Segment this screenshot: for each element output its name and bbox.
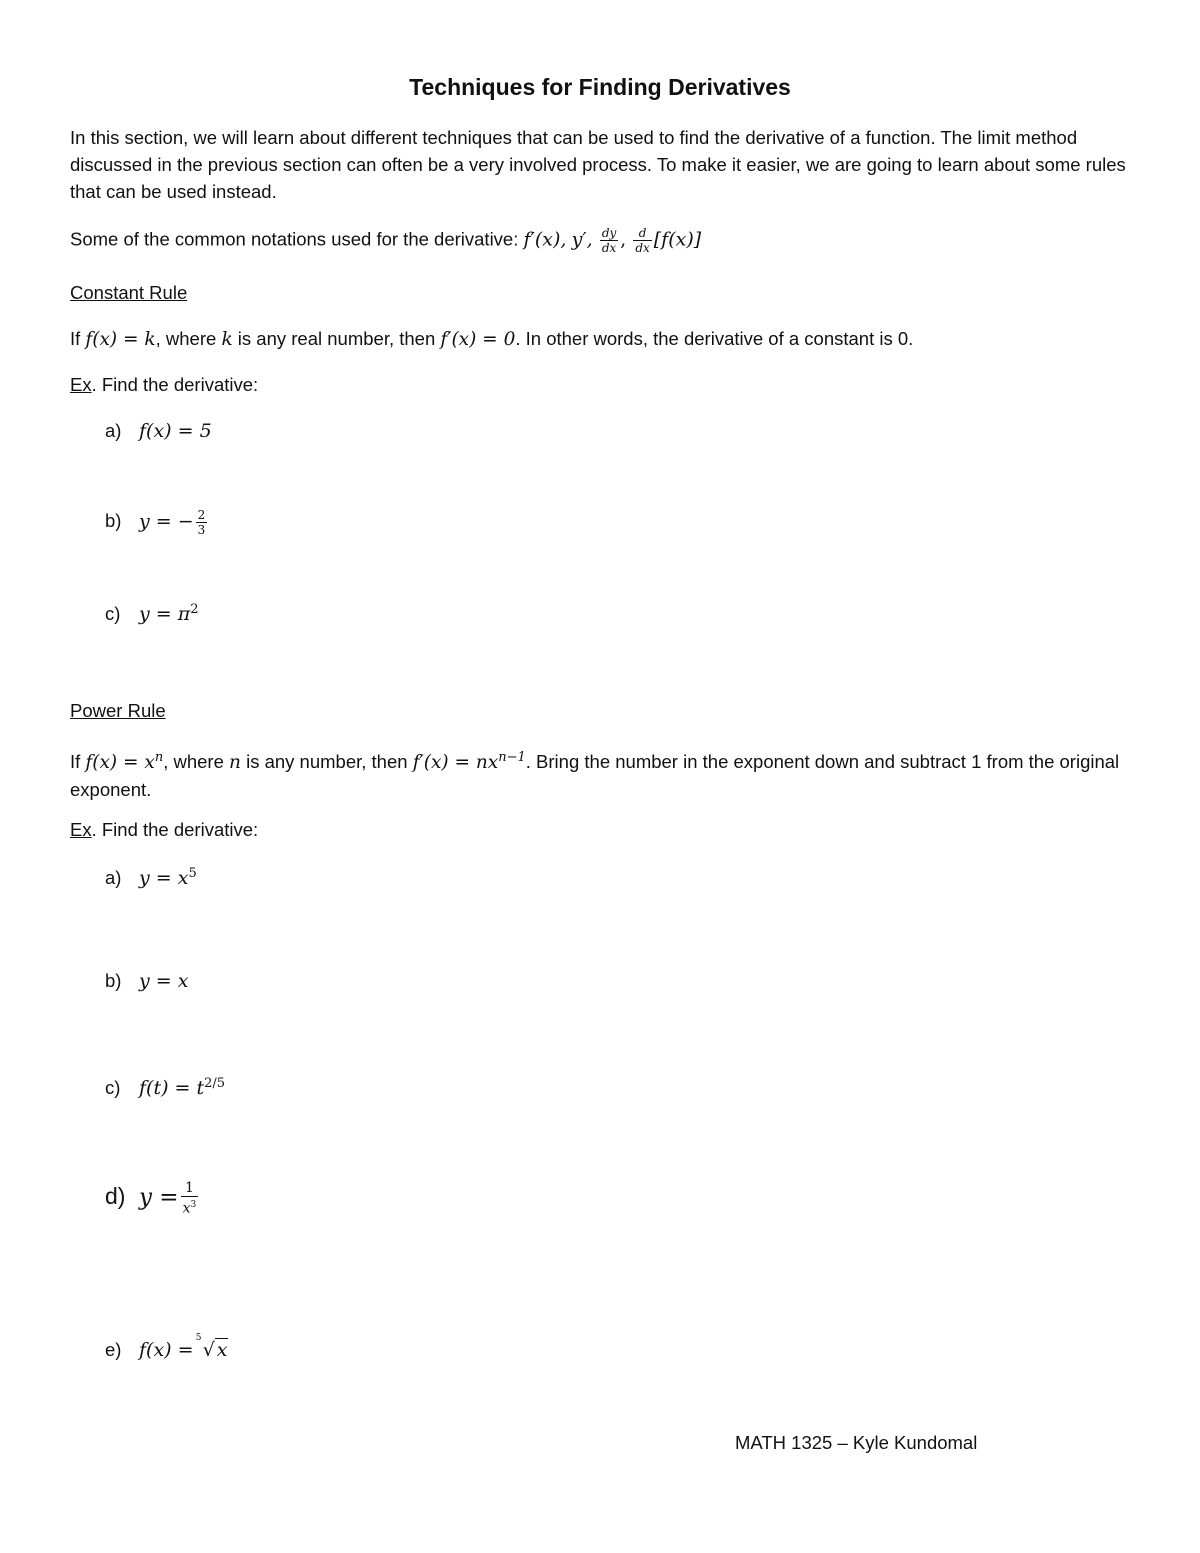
constant-rule-statement: If f(x) = k, where k is any real number, then f′(x) = 0. In other words, the derivative of a constant is 0.: [70, 328, 914, 350]
power-item-e: e) f(x) = 5 √ x: [105, 1333, 228, 1361]
intro-paragraph: In this section, we will learn about different techniques that can be used to find the derivative of a function. The limit method discussed in the previous section can often be a very involved process. To make it easier, we are going to learn about some rules that can be used instead.: [70, 127, 1126, 202]
power-item-b: b) y = x: [105, 970, 189, 992]
power-example-label: Ex. Find the derivative:: [70, 819, 259, 840]
power-item-d: d) y = $\frac{1}{x^3}$: [105, 1180, 197, 1217]
constant-item-a: a) f(x) = 5: [105, 420, 212, 442]
power-item-c: c) $f(t) = t^{2/5}$: [105, 1076, 226, 1100]
notations-prefix: Some of the common notations used for the derivative:: [70, 228, 519, 250]
notation-d-dx: $\frac{d}{dx}$: [635, 226, 650, 255]
notation-yprime: y′,: [571, 228, 593, 251]
notation-fprime: f′(x),: [523, 228, 567, 251]
constant-item-c: c) $y = \pi^2$: [105, 602, 199, 626]
constant-rule-heading: Constant Rule: [70, 282, 188, 303]
fifth-root: 5 √ x: [195, 1333, 228, 1361]
notation-dydx: $\frac{dy}{dx}$: [601, 226, 617, 255]
power-item-a: a) $y = x^5$: [105, 866, 197, 890]
power-rule-statement: If $f(x) = x^n$, where n is any number, then $f'(x) = nx^{n-1}$. Bring the number in the exponent down and subtract 1 from the original exponent.: [70, 750, 1120, 801]
page-footer: MATH 1325 – Kyle Kundomal: [735, 1432, 978, 1453]
constant-item-b: b) y = − $\frac{2}{3}$: [105, 508, 206, 537]
power-rule-heading: Power Rule: [70, 700, 166, 721]
notation-bracket-fx: [f(x)]: [653, 228, 702, 251]
notations-line: Some of the common notations used for the derivative: f′(x), y′, $\frac{dy}{dx}$ , $\frac{d}{dx}$ [f(x)]: [70, 226, 702, 255]
constant-example-label: Ex. Find the derivative:: [70, 374, 259, 395]
page-title: Techniques for Finding Derivatives: [409, 74, 791, 100]
